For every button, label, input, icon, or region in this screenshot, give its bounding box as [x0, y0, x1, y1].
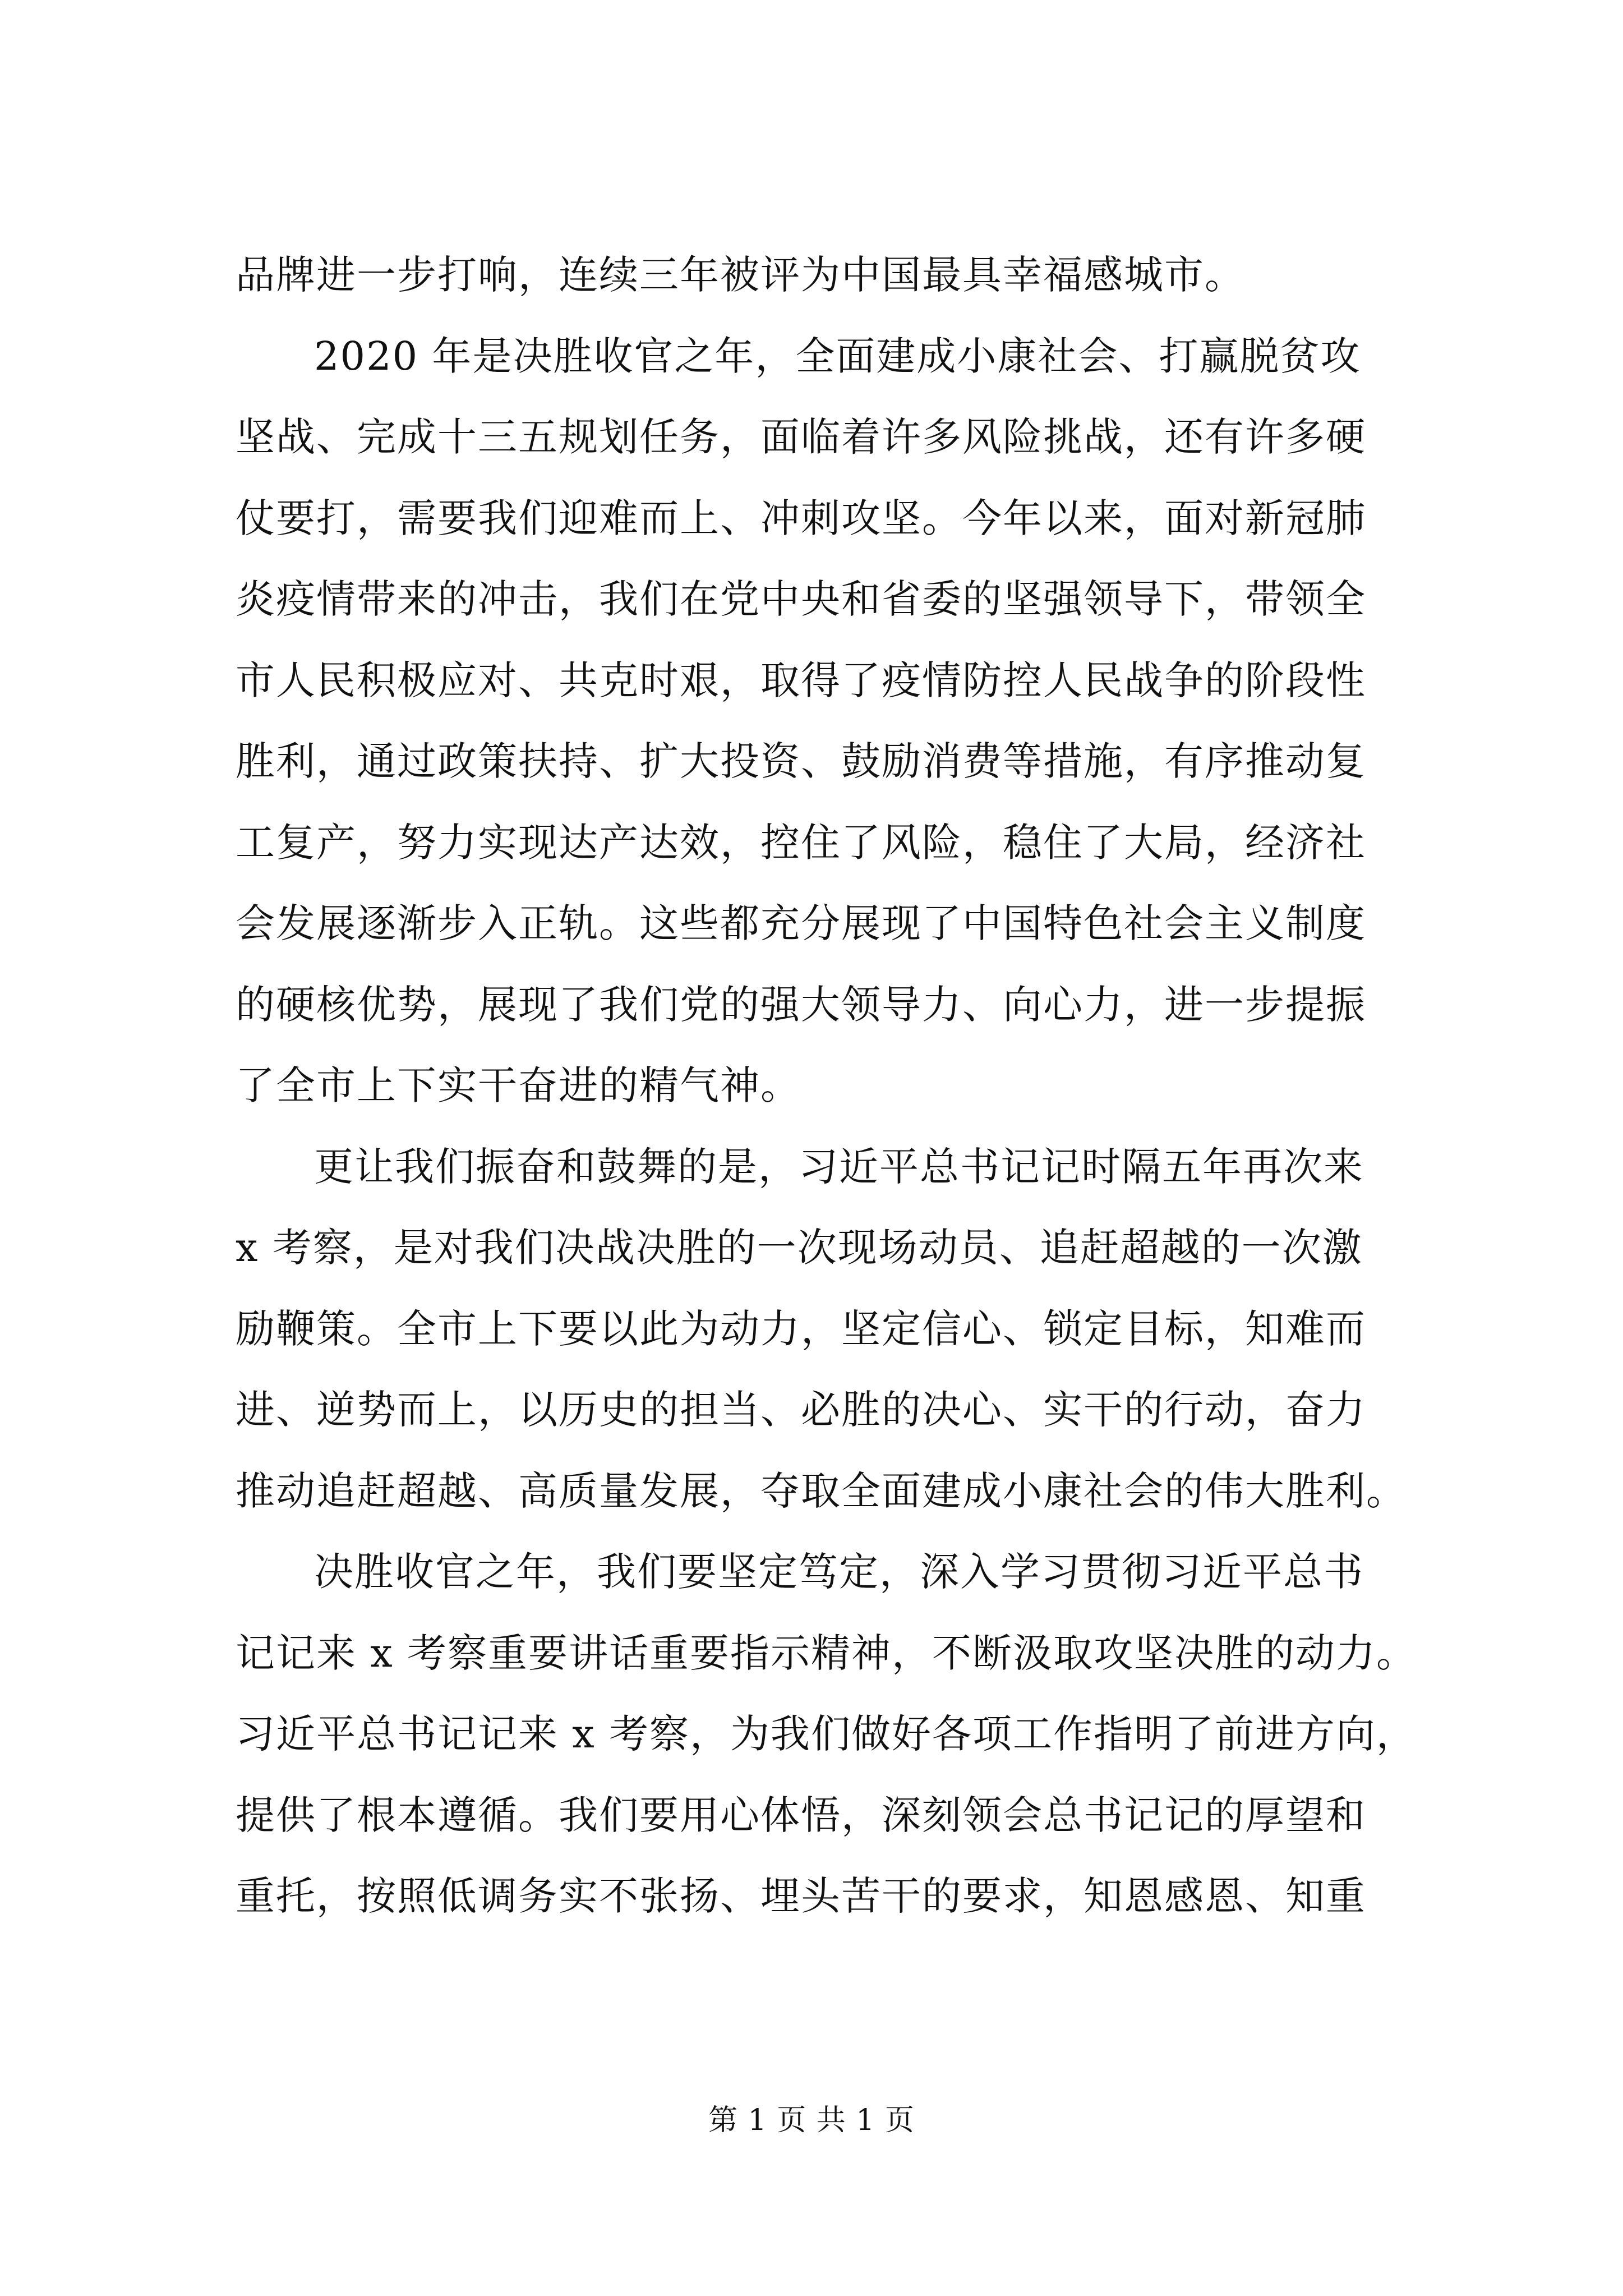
text-line: 的硬核优势，展现了我们党的强大领导力、向心力，进一步提振 — [236, 981, 1366, 1028]
text-line: x 考察，是对我们决战决胜的一次现场动员、追赶超越的一次激 — [236, 1225, 1363, 1271]
text-line: 提供了根本遵循。我们要用心体悟，深刻领会总书记记的厚望和 — [236, 1792, 1366, 1838]
text-line: 了全市上下实干奋进的精气神。 — [236, 1062, 801, 1108]
text-line: 炎疫情带来的冲击，我们在党中央和省委的坚强领导下，带领全 — [236, 576, 1366, 622]
paragraph — [236, 234, 1391, 316]
text-line: 更让我们振奋和鼓舞的是，习近平总书记记时隔五年再次来 — [314, 1143, 1364, 1190]
text-line: 决胜收官之年，我们要坚定笃定，深入学习贯彻习近平总书 — [314, 1549, 1364, 1595]
text-line: 品牌进一步打响，连续三年被评为中国最具幸福感城市。 — [236, 252, 1245, 298]
text-line: 仗要打，需要我们迎难而上、冲刺攻坚。今年以来，面对新冠肺 — [236, 495, 1366, 541]
text-line: 工复产，努力实现达产达效，控住了风险，稳住了大局，经济社 — [236, 819, 1366, 866]
paragraph — [236, 1126, 1407, 1532]
text-line: 坚战、完成十三五规划任务，面临着许多风险挑战，还有许多硬 — [236, 414, 1366, 460]
text-line: 会发展逐渐步入正轨。这些都充分展现了中国特色社会主义制度 — [236, 900, 1366, 946]
text-line: 推动追赶超越、高质量发展，夺取全面建成小康社会的伟大胜利。 — [236, 1467, 1407, 1514]
text-line: 记记来 x 考察重要讲话重要指示精神，不断汲取攻坚决胜的动力。 — [236, 1630, 1417, 1676]
text-line: 进、逆势而上，以历史的担当、必胜的决心、实干的行动，奋力 — [236, 1387, 1366, 1433]
text-line: 重托，按照低调务实不张扬、埋头苦干的要求，知恩感恩、知重 — [236, 1873, 1366, 1919]
text-line: 2020 年是决胜收官之年，全面建成小康社会、打赢脱贫攻 — [314, 333, 1361, 379]
paragraph — [236, 1531, 1417, 1937]
text-line: 励鞭策。全市上下要以此为动力，坚定信心、锁定目标，知难而 — [236, 1305, 1366, 1352]
text-line: 习近平总书记记来 x 考察，为我们做好各项工作指明了前进方向， — [236, 1711, 1417, 1757]
text-line: 市人民积极应对、共克时艰，取得了疫情防控人民战争的阶段性 — [236, 657, 1366, 703]
page-number-footer: 第 1 页 共 1 页 — [708, 2104, 915, 2137]
paragraph — [236, 316, 1391, 1126]
document-body — [236, 234, 1417, 1937]
text-line: 胜利，通过政策扶持、扩大投资、鼓励消费等措施，有序推动复 — [236, 738, 1366, 784]
